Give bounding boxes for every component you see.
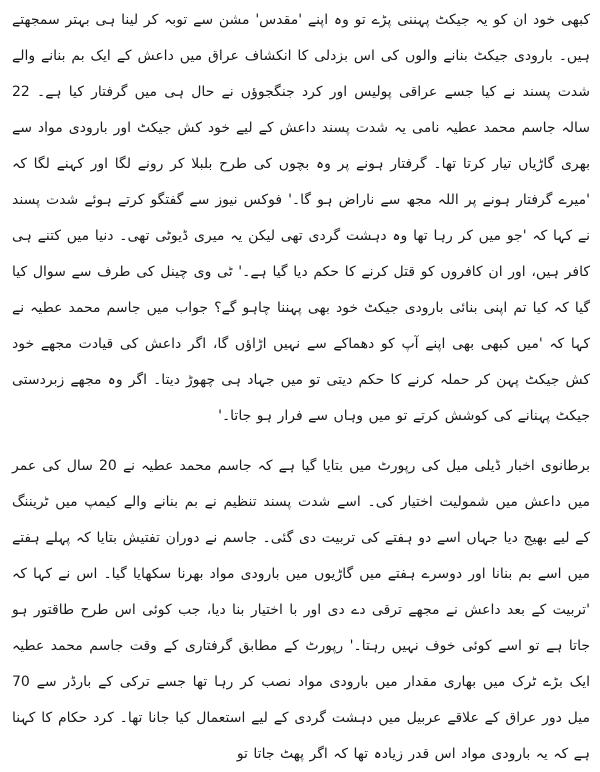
article-paragraph-1: کبھی خود ان کو یہ جیکٹ پہننی پڑے تو وہ اپنے 'مقدس' مشن سے توبہ کر لینا ہی بہتر سمجھتے ہیں۔ بارودی جیکٹ بنانے والوں کی اس بزدلی کا انکشاف عراق میں داعش کے ایک بم بنانے والے شدت پسند نے کیا جسے عراقی پولیس اور کرد جنگجوؤں نے حال ہی میں گرفتار کیا ہے۔ 22 سالہ جاسم محمد عطیہ نامی یہ شدت پسند داعش کے لیے خود کش جیکٹ اور بارودی مواد سے بھری گاڑیاں تیار کرتا تھا۔ گرفتار ہونے پر وہ بچوں کی طرح بلبلا کر رونے لگا اور کہنے لگا کہ 'میرے گرفتار ہونے پر اللہ مجھ سے ناراض ہو گا۔' فوکس نیوز سے گفتگو کرتے ہوئے شدت پسند نے کہا کہ 'جو میں کر رہا تھا وہ دہشت گردی تھی لیکن یہ میری ڈیوٹی تھی۔ دنیا میں کتنے ہی کافر ہیں، اور ان کافروں کو قتل کرنے کا حکم دیا گیا ہے۔' ٹی وی چینل کی طرف سے سوال کیا گیا کہ کیا تم اپنی بنائی بارودی جیکٹ خود بھی پہننا چاہو گے؟ جواب میں جاسم محمد عطیہ نے کہا کہ 'میں کبھی بھی اپنے آپ کو دھماکے سے نہیں اڑاؤں گا، اگر داعش کی قیادت مجھے خود کش جیکٹ پہن کر حملہ کرنے کا حکم دیتی تو میں جہاد ہی چھوڑ دیتا۔ اگر وہ مجھے زبردستی جیکٹ پہنانے کی کوشش کرتے تو میں وہاں سے فرار ہو جاتا۔' bbox=[12, 12, 590, 424]
article-paragraph-2: برطانوی اخبار ڈیلی میل کی رپورٹ میں بتایا گیا ہے کہ جاسم محمد عطیہ نے 20 سال کی عمر میں داعش میں شمولیت اختیار کی۔ اسے شدت پسند تنظیم نے بم بنانے والے کیمپ میں ٹریننگ کے لیے بھیج دیا جہاں اسے دو ہفتے کی تربیت دی گئی۔ جاسم نے دوران تفتیش بتایا کہ پہلے ہفتے میں اسے بم بنانا اور دوسرے ہفتے میں گاڑیوں میں بارودی مواد بھرنا سکھایا گیا۔ اس نے کہا کہ 'تربیت کے بعد داعش نے مجھے ترقی دے دی اور با اختیار بنا دیا، جب کوئی اس طرح طاقتور ہو جاتا ہے تو اسے کوئی خوف نہیں رہتا۔' رپورٹ کے مطابق گرفتاری کے وقت جاسم محمد عطیہ ایک بڑے ٹرک میں بھاری مقدار میں بارودی مواد نصب کر رہا تھا جسے ترکی کے بارڈر سے 70 میل دور عراق کے علاقے عربیل میں دہشت گردی کے لیے استعمال کیا جانا تھا۔ کرد حکام کا کہنا ہے کہ یہ بارودی مواد اس قدر زیادہ تھا کہ اگر پھٹ جاتا تو bbox=[12, 458, 590, 762]
